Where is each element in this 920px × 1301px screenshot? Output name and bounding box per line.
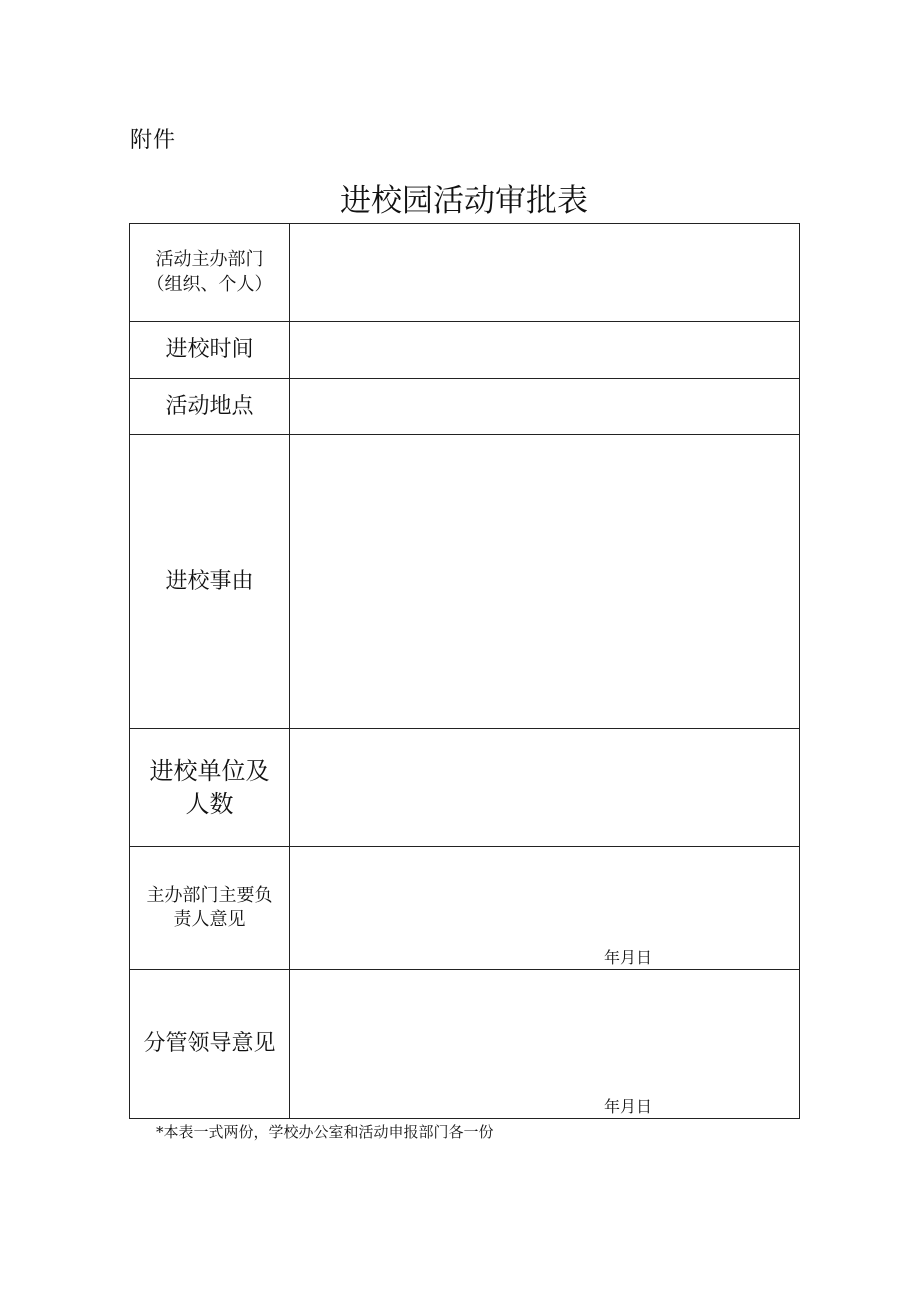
organizer-label-line2: （组织、个人） — [146, 273, 273, 295]
form-row-dept-opinion — [130, 847, 800, 970]
form-row-time — [130, 322, 800, 379]
form-row-organizer — [130, 224, 800, 322]
location-label: 活动地点 — [130, 379, 290, 435]
dept-opinion-label — [130, 847, 290, 970]
dept-opinion-date: 年月日 — [604, 948, 653, 967]
time-label: 进校时间 — [130, 322, 290, 379]
organizer-label — [130, 224, 290, 322]
reason-label: 进校事由 — [130, 435, 290, 729]
leader-opinion-label: 分管领导意见 — [130, 970, 290, 1119]
page-title: 进校园活动审批表 — [340, 183, 588, 219]
unit-field[interactable] — [290, 729, 800, 847]
leader-opinion-date: 年月日 — [604, 1097, 653, 1116]
leader-opinion-field[interactable] — [290, 970, 800, 1119]
attachment-label: 附件 — [130, 128, 177, 153]
form-row-unit — [130, 729, 800, 847]
dept-opinion-field[interactable] — [290, 847, 800, 970]
unit-label-line1: 进校单位及 — [149, 757, 270, 786]
approval-form-table — [129, 223, 800, 1119]
dept-opinion-label-line2: 责人意见 — [173, 909, 246, 930]
time-field[interactable] — [290, 322, 800, 379]
location-field[interactable] — [290, 379, 800, 435]
unit-label-line2: 人数 — [185, 789, 234, 818]
dept-opinion-label-line1: 主办部门主要负 — [146, 884, 273, 906]
form-row-location — [130, 379, 800, 435]
organizer-field[interactable] — [290, 224, 800, 322]
footnote: *本表一式两份，学校办公室和活动申报部门各一份 — [156, 1123, 494, 1141]
reason-field[interactable] — [290, 435, 800, 729]
form-row-leader-opinion — [130, 970, 800, 1119]
form-row-reason — [130, 435, 800, 729]
unit-label — [130, 729, 290, 847]
organizer-label-line1: 活动主办部门 — [155, 249, 264, 271]
